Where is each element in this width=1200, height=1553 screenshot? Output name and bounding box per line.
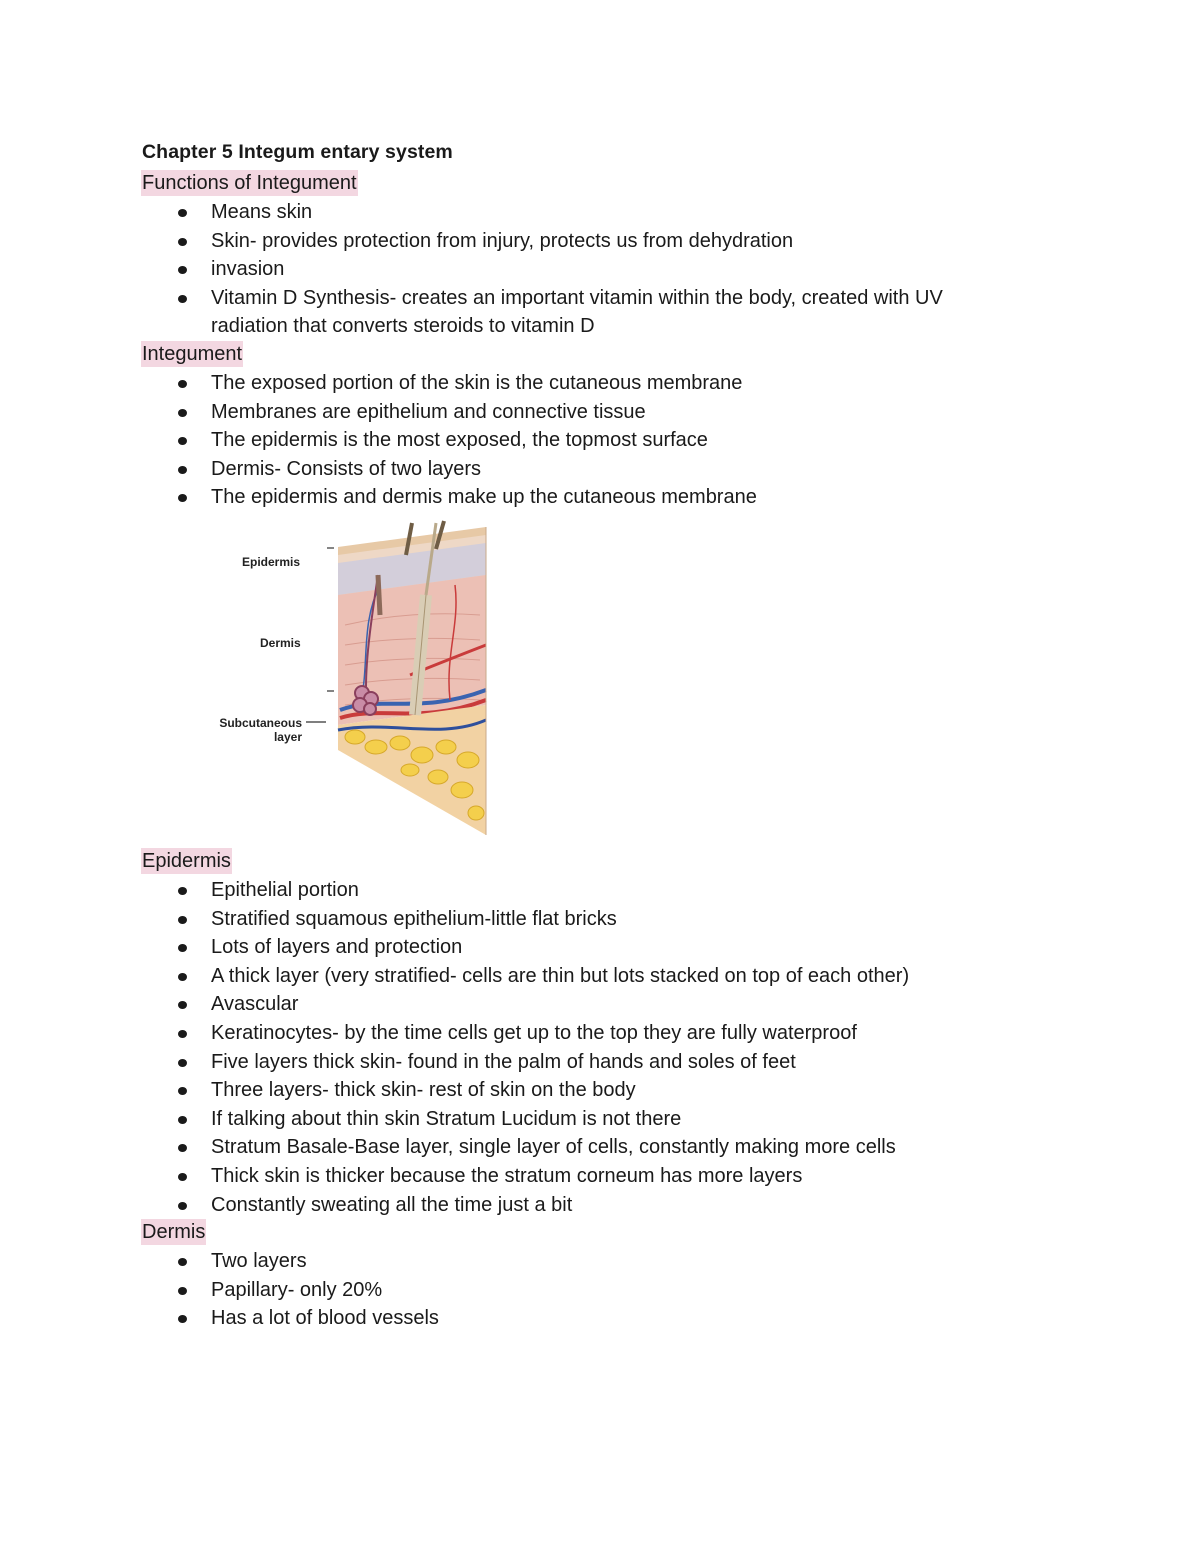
list-item: The epidermis is the most exposed, the topmost surface xyxy=(0,426,1000,455)
skin-illustration xyxy=(210,515,500,845)
list-item: Constantly sweating all the time just a bit xyxy=(0,1191,1000,1220)
list-item: Three layers- thick skin- rest of skin on the body xyxy=(0,1076,1000,1105)
list-item: Papillary- only 20% xyxy=(0,1276,1000,1305)
list-item: Stratified squamous epithelium-little flat bricks xyxy=(0,905,1000,934)
section-heading-functions: Functions of Integument xyxy=(142,172,357,194)
list-item: Avascular xyxy=(0,990,1000,1019)
page-title: Chapter 5 Integum entary system xyxy=(142,141,453,163)
list-item: Two layers xyxy=(0,1247,1000,1276)
bullet-list-functions xyxy=(0,198,1000,341)
skin-cross-section-figure xyxy=(210,515,500,845)
list-item: Keratinocytes- by the time cells get up to the top they are fully waterproof xyxy=(0,1019,1000,1048)
list-item: Skin- provides protection from injury, protects us from dehydration xyxy=(0,227,1000,256)
list-item: invasion xyxy=(0,255,1000,284)
section-heading-epidermis: Epidermis xyxy=(142,850,231,872)
list-item: Thick skin is thicker because the stratum corneum has more layers xyxy=(0,1162,1000,1191)
list-item: Stratum Basale-Base layer, single layer of cells, constantly making more cells xyxy=(0,1133,1000,1162)
figure-label-epidermis: Epidermis xyxy=(242,555,301,569)
list-item: The exposed portion of the skin is the cutaneous membrane xyxy=(0,369,1000,398)
section-heading-integument: Integument xyxy=(142,343,243,365)
list-item: Dermis- Consists of two layers xyxy=(0,455,1000,484)
list-item: A thick layer (very stratified- cells are thin but lots stacked on top of each other) xyxy=(0,962,1000,991)
list-item: Five layers thick skin- found in the palm of hands and soles of feet xyxy=(0,1048,1000,1077)
list-item: Has a lot of blood vessels xyxy=(0,1304,1000,1333)
list-item: Vitamin D Synthesis- creates an important vitamin within the body, created with UV radiation that converts steroids to vitamin D xyxy=(0,284,1011,341)
bullet-list-dermis xyxy=(0,1247,1000,1333)
list-item: Lots of layers and protection xyxy=(0,933,1000,962)
bullet-list-integument xyxy=(0,369,1000,512)
figure-label-subcutaneous: Subcutaneous layer xyxy=(219,716,302,744)
list-item: Means skin xyxy=(0,198,1000,227)
figure-label-dermis: Dermis xyxy=(260,636,301,650)
section-heading-dermis: Dermis xyxy=(142,1221,206,1243)
list-item: If talking about thin skin Stratum Lucidum is not there xyxy=(0,1105,1000,1134)
bullet-list-epidermis xyxy=(0,876,1000,1219)
list-item: Membranes are epithelium and connective tissue xyxy=(0,398,1000,427)
list-item: Epithelial portion xyxy=(0,876,1000,905)
list-item: The epidermis and dermis make up the cutaneous membrane xyxy=(0,483,1000,512)
